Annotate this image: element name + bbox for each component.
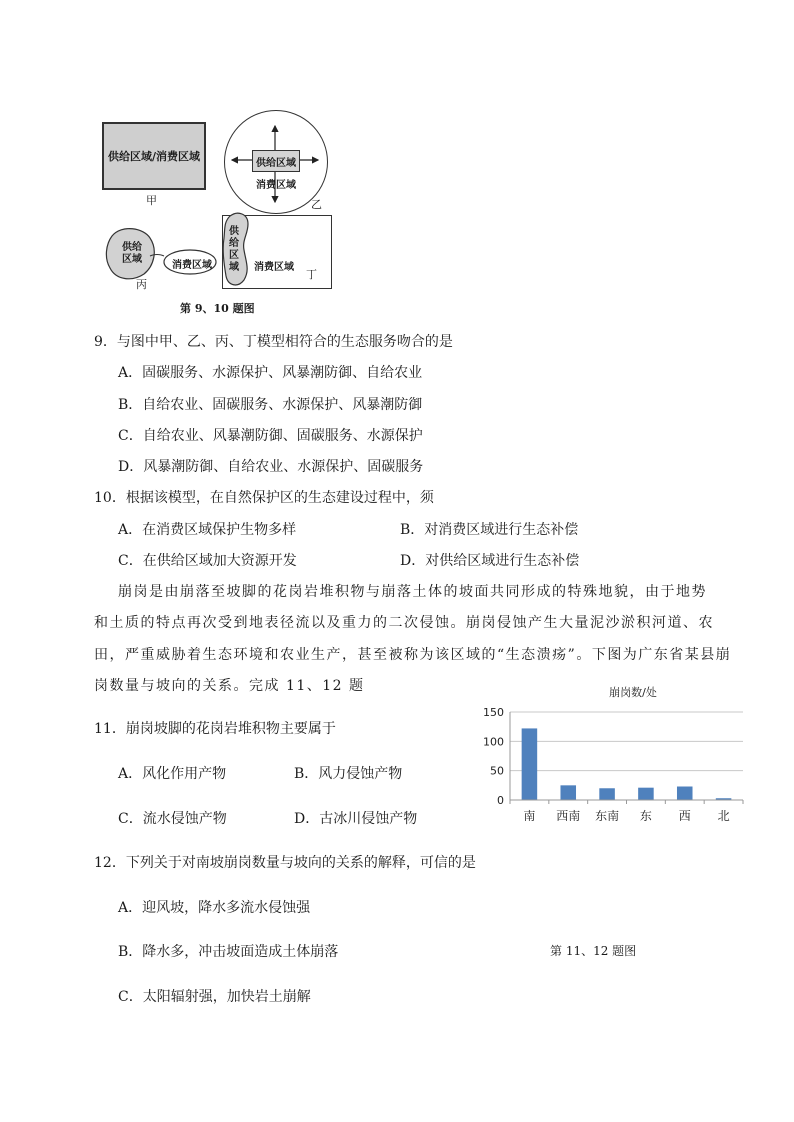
passage-line-2: 和土质的特点再次受到地表径流以及重力的二次侵蚀。崩岗侵蚀产生大量泥沙淤积河道、农 — [94, 615, 714, 631]
bar-南 — [522, 728, 538, 800]
q10-option-c: C．在供给区域加大资源开发 — [118, 553, 297, 569]
q11-option-d: D．古冰川侵蚀产物 — [294, 811, 418, 827]
ding-supply-label: 供 给 区 域 — [229, 226, 239, 273]
passage-line-1: 崩岗是由崩落至坡脚的花岗岩堆积物与崩落土体的坡面共同形成的特殊地貌，由于地势 — [118, 584, 707, 600]
chart-title: 崩岗数/处 — [609, 686, 657, 699]
y-tick-label: 50 — [490, 764, 504, 778]
x-tick-label: 西南 — [556, 809, 581, 823]
q10-option-b: B．对消费区域进行生态补偿 — [400, 522, 579, 538]
bar-东南 — [599, 788, 615, 800]
q12-option-b: B．降水多，冲击坡面造成土体崩落 — [118, 944, 339, 960]
figure-11-12-caption: 第 11、12 题图 — [550, 944, 637, 958]
chart-bars — [522, 728, 732, 800]
q12-option-c: C．太阳辐射强，加快岩土崩解 — [118, 989, 311, 1005]
q11-option-a: A．风化作用产物 — [118, 766, 227, 782]
y-tick-label: 150 — [483, 706, 504, 719]
chart-y-ticks — [483, 706, 504, 807]
passage-line-3: 田，严重威胁着生态环境和农业生产，甚至被称为该区域的“生态溃疡”。下图为广东省某县崩 — [94, 647, 732, 663]
x-tick-label: 北 — [717, 809, 730, 823]
q10-option-d: D．对供给区域进行生态补偿 — [400, 553, 580, 569]
bar-西 — [677, 787, 693, 800]
q11-stem: 11．崩岗坡脚的花岗岩堆积物主要属于 — [94, 721, 336, 737]
q10-option-a: A．在消费区域保护生物多样 — [118, 522, 297, 538]
y-tick-label: 100 — [483, 735, 504, 749]
ding-caption: 丁 — [306, 268, 317, 281]
x-tick-label: 东 — [639, 809, 652, 823]
passage-line-4: 岗数量与坡向的关系。完成 11、12 题 — [94, 678, 365, 694]
x-tick-label: 东南 — [595, 809, 620, 823]
q9-stem: 9．与图中甲、乙、丙、丁模型相符合的生态服务吻合的是 — [94, 334, 453, 350]
bar-西南 — [560, 785, 576, 800]
y-tick-label: 0 — [497, 794, 504, 807]
ding-consume-label: 消费区域 — [254, 262, 294, 273]
q9-option-d: D．风暴潮防御、自给农业、水源保护、固碳服务 — [118, 459, 424, 475]
bing-supply-label-2: 区域 — [122, 254, 142, 265]
bing-caption: 丙 — [136, 278, 147, 291]
q12-stem: 12．下列关于对南坡崩岗数量与坡向的关系的解释，可信的是 — [94, 855, 476, 871]
chart-grid — [510, 712, 743, 800]
q9-option-c: C．自给农业、风暴潮防御、固碳服务、水源保护 — [118, 428, 423, 444]
jia-supply-consume-box — [102, 122, 206, 190]
q10-stem: 10．根据该模型，在自然保护区的生态建设过程中，须 — [94, 490, 434, 506]
bing-consume-label: 消费区域 — [172, 260, 212, 271]
q11-option-c: C．流水侵蚀产物 — [118, 811, 227, 827]
figure-9-10-title: 第 9、10 题图 — [180, 302, 255, 315]
jia-caption: 甲 — [146, 194, 157, 207]
x-tick-label: 南 — [523, 809, 536, 823]
x-tick-label: 西 — [678, 809, 691, 823]
chart-x-ticks — [510, 800, 743, 823]
jia-box-label: 供给区域/消费区域 — [107, 150, 201, 163]
bengang-aspect-chart — [470, 682, 760, 832]
yi-supply-box — [252, 150, 300, 172]
yi-caption: 乙 — [311, 198, 322, 211]
yi-inner-label: 供给区域 — [256, 157, 296, 169]
q9-option-b: B．自给农业、固碳服务、水源保护、风暴潮防御 — [118, 397, 423, 413]
q9-option-a: A．固碳服务、水源保护、风暴潮防御、自给农业 — [118, 365, 423, 381]
yi-outer-label: 消费区域 — [256, 180, 296, 191]
bar-东 — [638, 788, 654, 800]
bing-supply-label-1: 供给 — [122, 242, 142, 253]
q11-option-b: B．风力侵蚀产物 — [294, 766, 403, 782]
q12-option-a: A．迎风坡，降水多流水侵蚀强 — [118, 900, 311, 916]
